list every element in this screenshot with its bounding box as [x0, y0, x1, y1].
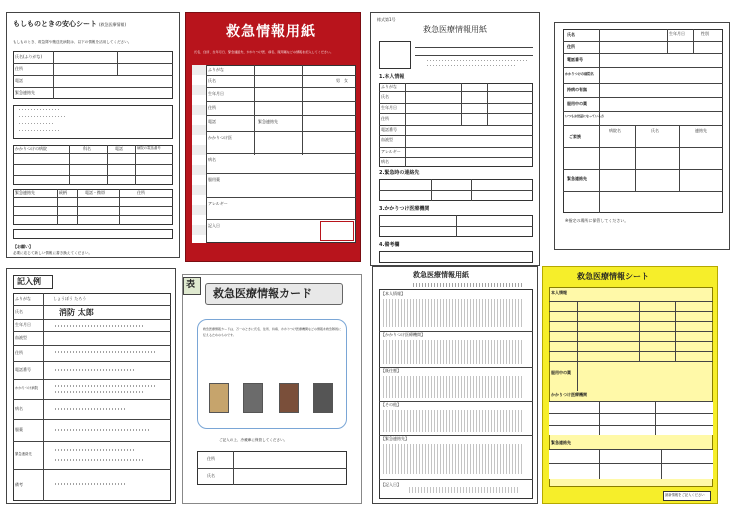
row-label: 服用中の薬: [567, 101, 587, 106]
field-label: かかりつけ医: [208, 135, 232, 140]
field-label: 備考: [15, 482, 23, 487]
sex-mark: 女: [344, 78, 348, 83]
field-label: アレルギー: [208, 201, 228, 206]
field-label: 服薬: [15, 427, 23, 432]
row-label: ご家族: [569, 134, 581, 139]
field-label: 服用薬: [208, 177, 220, 182]
col-header: 病院名: [609, 128, 621, 133]
photo-thumb: [243, 383, 263, 413]
section-heading: 1.本人情報: [379, 74, 405, 80]
sheet-title: 救急情報用紙: [226, 24, 316, 40]
row-label: 電話: [15, 78, 23, 83]
header-cell: 生年月日: [669, 31, 685, 36]
col-header: 緊急連絡先: [15, 190, 35, 195]
footer-note: 必要に応じて新しい情報に書き換えてください。: [13, 251, 93, 255]
field-label: 血液型: [15, 335, 27, 340]
field-label: ふりがな: [381, 84, 397, 89]
footer-note: ※指定の場所に保管してください。: [565, 218, 629, 223]
field-label: 氏名: [208, 78, 216, 83]
sheet-red-form: [185, 12, 361, 262]
info-table: [563, 29, 723, 213]
sheet-yellow-form: [542, 266, 718, 504]
col-header: 電話・携帯: [85, 190, 105, 195]
photo-box: [379, 41, 411, 69]
col-header: 住所: [137, 190, 145, 195]
photo-thumb: [279, 383, 299, 413]
section-heading: 本人情報: [551, 290, 567, 295]
sample-kana: しょうぼう たろう: [53, 296, 87, 301]
sheet-note: もしものとき、救急隊や搬送先病院は、以下の情報を活用してください。: [13, 40, 132, 44]
card-title: 救急医療情報カード: [213, 287, 312, 300]
field-label: 氏名: [381, 94, 389, 99]
col-header: 連絡先: [695, 128, 707, 133]
field-label: 緊急連絡先: [15, 452, 32, 456]
sheet-blurred-form: [372, 266, 538, 504]
card-tag-label: 表: [186, 280, 196, 290]
col-header: 続柄: [59, 190, 67, 195]
field-label: 住所: [15, 350, 23, 355]
section-heading: 緊急連絡先: [551, 440, 571, 445]
sheet-subtitle: (救急医療情報): [99, 22, 127, 27]
sheet-safety-info: [6, 12, 180, 258]
field-label: ふりがな: [208, 67, 224, 72]
section-heading: 【既往歴】: [381, 368, 401, 373]
field-label: 電話番号: [381, 127, 397, 132]
sheet-info-table: [554, 22, 730, 250]
col-header: 電話: [115, 146, 123, 151]
footer-note: 最新情報をご記入ください: [665, 493, 705, 497]
photo-thumb: [209, 383, 229, 413]
field-label: 血液型: [381, 137, 393, 142]
field-label: アレルギー: [381, 149, 401, 154]
section-heading: 3.かかりつけ医療機関: [379, 206, 430, 212]
row-label: 住所: [567, 44, 575, 49]
header-cell: 氏名: [567, 32, 575, 37]
notes-box: [13, 105, 173, 139]
row-label: 電話番号: [567, 57, 583, 62]
section-heading: 【本人情報】: [381, 291, 405, 296]
field-label: 緊急連絡先: [258, 119, 278, 124]
section-heading: 【かかりつけ医療機関】: [381, 332, 425, 337]
sample-name: 消防 太郎: [59, 308, 94, 317]
col-header: 科名: [83, 146, 91, 151]
sheet-banner: 氏名、住所、生年月日、緊急連絡先、かかりつけ医、病名、服用薬などの情報を記入してください。: [194, 50, 334, 54]
field-label: ふりがな: [15, 296, 31, 301]
sheet-title: もしものときの安心シート: [13, 20, 97, 28]
col-header: 病院の電話番号: [137, 146, 161, 150]
field-label: 電話番号: [15, 367, 31, 372]
footer-label: 氏名: [207, 473, 215, 478]
section-heading: 【その他】: [381, 402, 401, 407]
section-heading: 【記入日】: [381, 482, 401, 487]
field-label: 住所: [381, 116, 389, 121]
row-label: いつもお世話になっている方: [565, 114, 605, 118]
row-label: 緊急連絡先: [15, 90, 35, 95]
field-label: 病名: [208, 157, 216, 162]
card-body-text: 救急医療情報カードは、万一のときに氏名、住所、持病、かかりつけ医療機関などの情報を救急隊員に伝えるためのものです。: [203, 327, 342, 337]
header-cell: 性別: [701, 31, 709, 36]
sheet-title: 救急医療情報用紙: [413, 271, 469, 279]
row-label: 持病の有無: [567, 87, 587, 92]
sheet-medical-form: [370, 12, 540, 266]
section-heading: 服用中の薬: [551, 370, 571, 375]
field-label: 住所: [208, 105, 216, 110]
field-label: 記入日: [208, 223, 220, 228]
section-heading: 【緊急連絡先】: [381, 436, 409, 441]
footer-label: 住所: [207, 456, 215, 461]
col-header: 氏名: [651, 128, 659, 133]
sheet-title: 記入例: [17, 277, 41, 286]
field-label: かかりつけ病院: [15, 386, 39, 390]
field-label: 病名: [15, 406, 23, 411]
footer-title: 【お願い】: [13, 244, 33, 249]
section-heading: 4.備考欄: [379, 242, 400, 248]
row-label: 氏名(ふりがな): [15, 54, 43, 59]
row-label: かかりつけの病院名: [565, 72, 594, 76]
field-label: 生年月日: [15, 322, 31, 327]
card-note: ご記入の上、冷蔵庫に保管してください。: [219, 438, 288, 442]
corner-label: 様式第1号: [377, 17, 396, 22]
col-header: かかりつけの病院: [15, 146, 47, 151]
field-label: 生年月日: [208, 91, 224, 96]
field-label: 氏名: [15, 309, 23, 314]
photo-thumb: [313, 383, 333, 413]
sheet-info-card: [182, 274, 362, 504]
sheet-title: 救急医療情報用紙: [423, 25, 487, 34]
hospital-table: [13, 145, 173, 185]
section-heading: 2.緊急時の連絡先: [379, 170, 420, 176]
sex-mark: 男: [336, 78, 340, 83]
row-label: 緊急連絡先: [567, 176, 587, 181]
sheet-example: [6, 268, 176, 504]
field-label: 生年月日: [381, 105, 397, 110]
row-label: 住所: [15, 66, 23, 71]
section-heading: かかりつけ医療機関: [551, 392, 587, 397]
field-label: 病名: [381, 159, 389, 164]
sheet-title: 救急医療情報シート: [577, 272, 649, 281]
field-label: 電話: [208, 119, 216, 124]
